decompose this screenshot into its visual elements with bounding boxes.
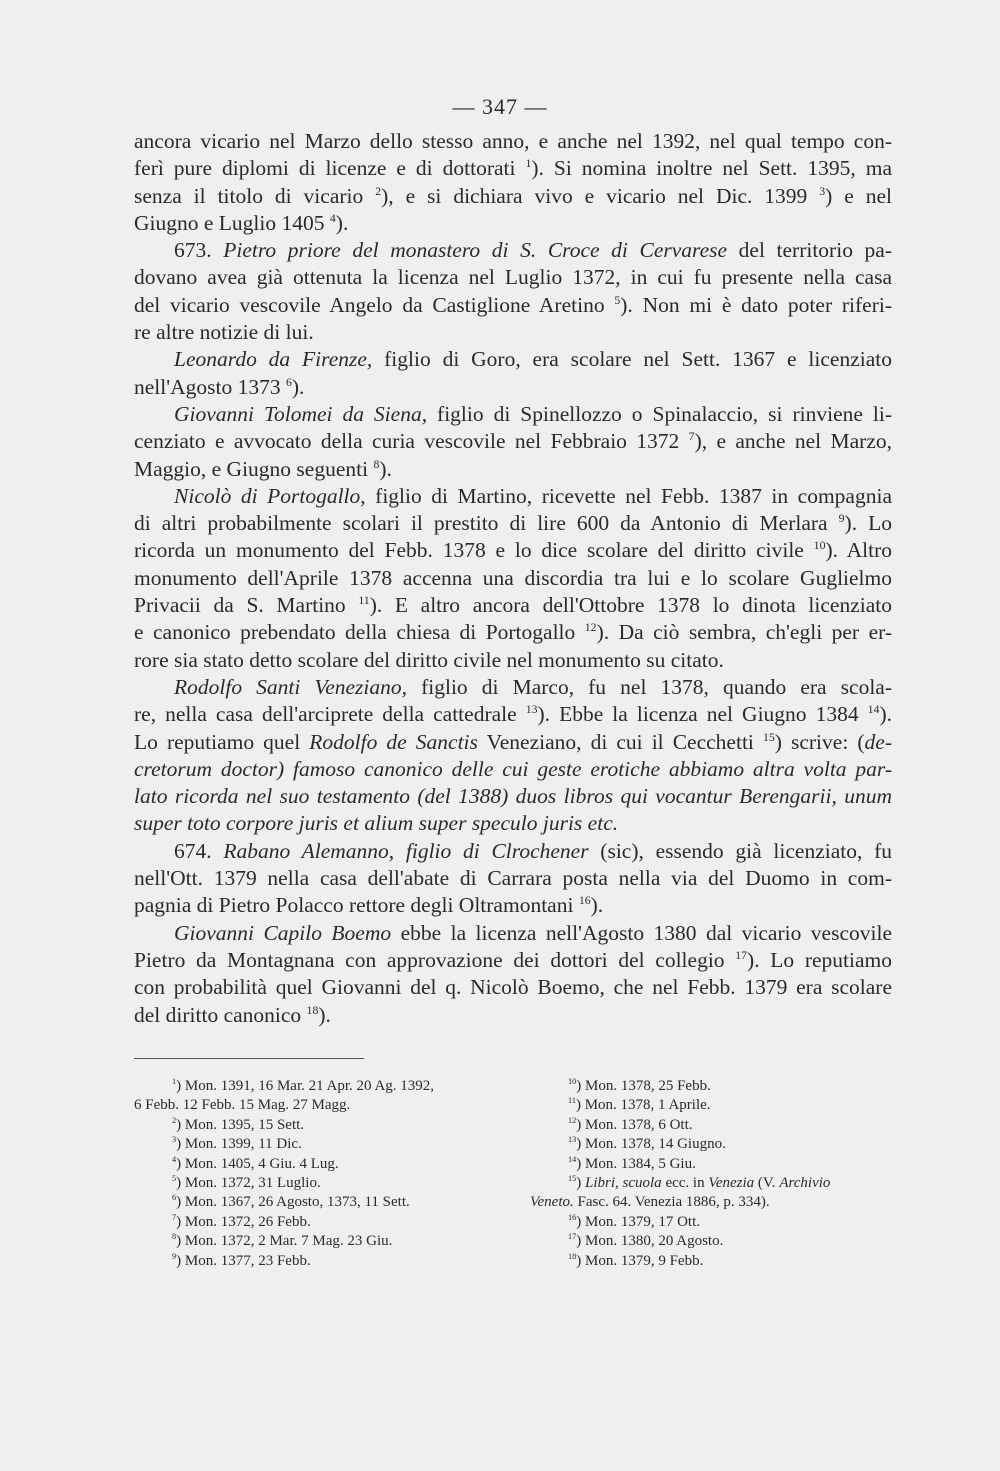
text-run: figlio di Goro, era scolare nel Sett. 1367 e licenziato [372,347,892,372]
text-run: ). [335,210,349,235]
text-line [134,701,892,728]
text-line [134,619,892,646]
text-run: ). Si nomina inoltre nel Sett. 1395, ma [531,156,892,181]
note-reference: 14 [568,1154,577,1164]
note-reference: 5 [614,292,621,307]
text-run: ) scrive: ( [774,729,865,754]
note-reference: 4 [329,210,336,225]
text-run: ebbe la licenza nell'Agosto 1380 dal vicario vescovile [391,920,892,945]
text-run: figlio di Spinellozzo o Spinalaccio, si rinviene li- [427,401,892,426]
text-run: rore sia stato detto scolare del diritto civile nel monumento su citato. [134,647,724,672]
note-reference: 16 [578,893,591,908]
text-run: Rodolfo Santi Veneziano, [174,674,408,699]
text-line [134,565,892,592]
text-run: ). Non mi è dato poter riferi- [620,292,892,317]
text-run: Rodolfo de Sanctis [309,729,478,754]
footnote [530,1174,860,1193]
text-line [134,810,892,837]
footnote [530,1155,860,1174]
text-run: Pietro priore del monastero di S. Croce di Cervarese [223,238,728,263]
text-line [134,838,892,865]
note-reference: 15 [568,1174,577,1184]
text-run: ) Mon. 1380, 20 Agosto. [576,1233,724,1250]
text-line [134,155,892,182]
note-reference: 13 [568,1135,577,1145]
text-run: senza il titolo di vicario [134,183,376,208]
footnote [530,1252,860,1271]
text-line [134,128,892,155]
text-run: ancora vicario nel Marzo dello stesso anno, e anche nel 1392, nel qual tempo con- [134,129,892,153]
text-run: del vicario vescovile Angelo da Castiglione Aretino [134,292,615,317]
text-run: ). [879,702,892,727]
text-run: ). Altro [825,538,892,563]
footnotes-left-column [134,1077,514,1271]
note-reference: 14 [867,702,880,717]
footnote [530,1135,860,1154]
note-reference: 16 [568,1212,577,1222]
text-run: (sic), essendo già licenziato, fu [588,838,892,863]
footnote [134,1096,514,1115]
footnote [134,1213,514,1232]
text-run: ). [379,456,392,481]
text-run: cenziato e avvocato della curia vescovile nel Febbraio 1372 [134,429,689,454]
text-line [134,865,892,892]
text-run: ). [590,893,604,918]
main-text [134,128,892,1029]
note-reference: 6 [285,374,292,389]
text-run: ) Mon. 1379, 9 Febb. [576,1252,704,1269]
note-reference: 2 [172,1115,177,1125]
text-run: del territorio pa- [727,238,892,263]
text-run: ) Mon. 1378, 25 Febb. [576,1078,711,1094]
text-run: ) Mon. 1367, 26 Agosto, 1373, 11 Sett. [176,1194,410,1211]
text-run: Nicolò di Portogallo, [174,483,366,508]
text-run: Lo reputiamo quel [134,729,310,754]
text-line [134,456,892,483]
text-run: super toto corpore juris et alium super speculo juris etc. [134,811,619,836]
text-line [134,401,892,428]
note-reference: 12 [568,1115,577,1125]
footnote [134,1077,514,1096]
note-reference: 8 [373,456,380,471]
text-run: re altre notizie di lui. [134,320,314,345]
page-number: — 347 — [452,94,548,119]
note-reference: 17 [568,1232,577,1242]
text-run: figlio di Marco, fu nel 1378, quando era scola- [407,674,892,699]
text-run: ), e anche nel Marzo, [694,429,892,454]
text-run: Giovanni Capilo Boemo [174,920,392,945]
text-run: ) Mon. 1377, 23 Febb. [176,1252,311,1269]
text-run: ). Ebbe la licenza nel Giugno 1384 [537,702,868,727]
text-run: ) Mon. 1372, 26 Febb. [176,1213,311,1230]
text-run: lato ricorda nel suo testamento (del 1388) duos libros qui vocantur Berengarii, unum [134,784,892,809]
text-run: Veneziano, di cui il Cecchetti [477,729,763,754]
text-run: ) e nel [825,183,892,208]
text-run: ferì pure diplomi di licenze e di dottorati [134,156,526,181]
text-run: Privacii da S. Martino [134,593,359,618]
note-reference: 10 [813,538,826,553]
note-reference: 4 [172,1154,177,1164]
text-run: (V. [754,1175,780,1192]
text-line [134,428,892,455]
text-run: ) Mon. 1384, 5 Giu. [576,1155,696,1172]
footnote [530,1077,860,1096]
text-run: di altri probabilmente scolari il prestito di lire 600 da Antonio di Merlara [134,511,839,536]
text-run: Venezia [708,1175,755,1192]
text-run: Fasc. 64. Venezia 1886, p. 334). [573,1194,770,1211]
text-run: e canonico prebendato della chiesa di Portogallo [134,620,585,645]
text-run: ecc. in [661,1175,709,1192]
text-line [134,210,892,237]
text-run: 6 Febb. 12 Febb. 15 Mag. 27 Magg. [134,1097,351,1114]
text-line [134,319,892,346]
footnote-separator [134,1058,364,1059]
text-run: 674. [174,838,224,863]
text-line [134,183,892,210]
note-reference: 18 [306,1002,319,1017]
text-run: ). Da ciò sembra, ch'egli per er- [596,620,892,645]
footnote [530,1096,860,1115]
text-run: ) Mon. 1379, 17 Ott. [576,1213,700,1230]
text-run: ) Mon. 1395, 15 Sett. [176,1116,305,1133]
footnote [530,1213,860,1232]
text-run: ). Lo reputiamo [747,947,892,972]
text-run: con probabilità quel Giovanni del q. Nicolò Boemo, che nel Febb. 1379 era scolare [134,975,892,1000]
text-line [134,756,892,783]
text-run: re, nella casa dell'arciprete della cattedrale [134,702,526,727]
text-line [134,537,892,564]
text-line [134,483,892,510]
footnote [134,1193,514,1212]
footnote [134,1135,514,1154]
text-run: nell'Agosto 1373 [134,374,286,399]
text-line [134,729,892,756]
text-run: Maggio, e Giugno seguenti [134,456,374,481]
text-run: Pietro da Montagnana con approvazione dei dottori del collegio [134,947,736,972]
note-reference: 3 [172,1135,177,1145]
text-run: monumento dell'Aprile 1378 accenna una discordia tra lui e lo scolare Guglielmo [134,565,892,590]
text-run: ) [576,1175,585,1192]
footnote [134,1174,514,1193]
note-reference: 12 [584,620,597,635]
note-reference: 15 [762,729,775,744]
note-reference: 6 [172,1193,177,1203]
text-run: figlio di Martino, ricevette nel Febb. 1387 in compagnia [365,483,892,508]
text-line [134,346,892,373]
text-run: Archivio [779,1175,831,1192]
text-run: ricorda un monumento del Febb. 1378 e lo dice scolare del diritto civile [134,538,814,563]
text-run: ). E altro ancora dell'Ottobre 1378 lo dinota licenziato [369,593,892,618]
footnotes-right-column [530,1077,860,1271]
text-run: ). [318,1002,331,1027]
footnote [134,1232,514,1251]
text-run: ) Mon. 1405, 4 Giu. 4 Lug. [176,1155,339,1172]
text-run: dovano avea già ottenuta la licenza nel Luglio 1372, in cui fu presente nella casa [134,265,892,290]
text-line [134,292,892,319]
text-line [134,947,892,974]
text-run: ) Mon. 1372, 2 Mar. 7 Mag. 23 Giu. [176,1233,393,1250]
text-run: ) Mon. 1378, 6 Ott. [576,1116,693,1133]
text-run: ), e si dichiara vivo e vicario nel Dic. 1399 [381,183,820,208]
text-run: pagnia di Pietro Polacco rettore degli Oltramontani [134,893,579,918]
text-run: Giovanni Tolomei da Siena, [174,401,428,426]
text-line [134,1002,892,1029]
note-reference: 9 [172,1251,177,1261]
note-reference: 11 [568,1096,576,1106]
text-run: del diritto canonico [134,1002,307,1027]
note-reference: 10 [568,1077,577,1086]
text-run: ). [291,374,305,399]
note-reference: 11 [358,592,370,607]
text-line [134,674,892,701]
text-line [134,264,892,291]
text-line [134,647,892,674]
text-line [134,783,892,810]
note-reference: 9 [838,511,845,525]
text-line [134,892,892,919]
text-line [134,510,892,537]
note-reference: 18 [568,1251,577,1261]
footnote [134,1252,514,1271]
note-reference: 3 [819,183,826,198]
note-reference: 17 [735,947,748,962]
footnote [530,1193,860,1212]
note-reference: 1 [172,1077,177,1086]
footnote [134,1116,514,1135]
text-run: nell'Ott. 1379 nella casa dell'abate di Carrara posta nella via del Duomo in com- [134,866,892,891]
text-run: Veneto. [530,1194,574,1211]
text-run: ) Mon. 1391, 16 Mar. 21 Apr. 20 Ag. 1392, [176,1078,435,1094]
note-reference: 13 [525,702,538,717]
footnote [134,1155,514,1174]
text-run: Rabano Alemanno, figlio di Clrochener [223,838,589,863]
text-run: Giugno e Luglio 1405 [134,210,330,235]
text-run: ) Mon. 1399, 11 Dic. [176,1136,302,1153]
text-line [134,237,892,264]
text-run: ) Mon. 1372, 31 Luglio. [176,1175,321,1192]
text-run: Libri, scuola [585,1175,662,1192]
text-run: ) Mon. 1378, 1 Aprile. [575,1097,711,1114]
text-line [134,920,892,947]
text-run: Leonardo da Firenze, [174,347,373,372]
text-line [134,592,892,619]
text-run: cretorum doctor) famoso canonico delle cui geste erotiche abbiamo altra volta par- [134,756,892,781]
footnote [530,1232,860,1251]
text-run: de- [864,729,892,754]
note-reference: 7 [172,1212,177,1222]
note-reference: 5 [172,1174,177,1184]
note-reference: 1 [525,156,532,171]
note-reference: 7 [688,429,695,444]
footnote [530,1116,860,1135]
note-reference: 8 [172,1232,177,1242]
text-run: ). Lo [844,511,892,536]
text-run: 673. [174,238,224,263]
text-run: ) Mon. 1378, 14 Giugno. [576,1136,726,1153]
text-line [134,374,892,401]
text-line [134,974,892,1001]
note-reference: 2 [375,183,382,198]
